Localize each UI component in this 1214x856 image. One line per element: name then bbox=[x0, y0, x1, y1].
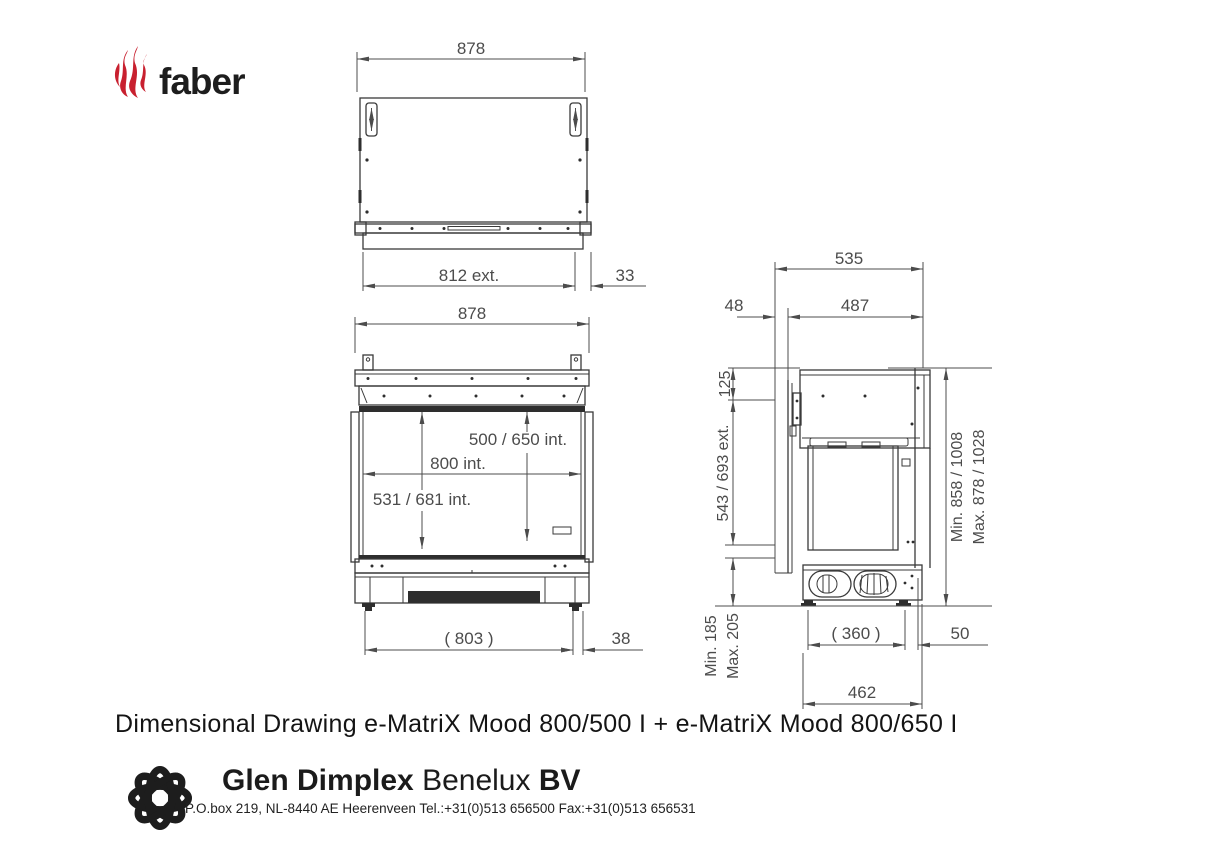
company-name-suffix: BV bbox=[538, 764, 581, 797]
top-view-dimensions bbox=[357, 39, 646, 291]
dim-side-rear-offset: 50 bbox=[950, 624, 970, 643]
dim-front-base-width: ( 803 ) bbox=[444, 629, 494, 648]
dim-top-right-offset: 33 bbox=[615, 266, 635, 285]
dim-side-ext-height: 543 / 693 ext. bbox=[715, 424, 732, 522]
dim-front-right-offset: 38 bbox=[611, 629, 631, 648]
glen-dimplex-knot-icon bbox=[116, 754, 204, 842]
dim-side-top-recess: 125 bbox=[717, 370, 734, 398]
dim-front-glass-height: 500 / 650 int. bbox=[468, 430, 568, 449]
side-view-dimensions bbox=[703, 249, 992, 709]
top-view-body bbox=[355, 98, 591, 249]
front-view-body bbox=[351, 355, 593, 611]
company-name-bold: Glen Dimplex bbox=[222, 764, 414, 797]
dim-top-ext-width: 812 ext. bbox=[438, 266, 500, 285]
dim-side-plinth-min: Min. 185 bbox=[703, 615, 720, 677]
dim-side-base-depth: 462 bbox=[847, 683, 877, 702]
faber-logo bbox=[112, 40, 245, 102]
side-view-drawing bbox=[690, 238, 1020, 723]
company-name bbox=[222, 764, 581, 798]
front-view-drawing bbox=[338, 293, 668, 678]
company-address: P.O.box 219, NL-8440 AE Heerenveen Tel.:+31(0)513 656500 Fax:+31(0)513 656531 bbox=[185, 801, 696, 816]
dim-front-inner-height: 531 / 681 int. bbox=[372, 490, 472, 509]
dim-side-front-offset: 48 bbox=[724, 296, 744, 315]
dim-top-total-width: 878 bbox=[456, 39, 486, 58]
dim-side-min-height: Min. 858 / 1008 bbox=[949, 431, 966, 543]
dim-side-max-height: Max. 878 / 1028 bbox=[971, 429, 988, 545]
dim-front-total-width: 878 bbox=[457, 304, 487, 323]
company-name-regular: Benelux bbox=[422, 764, 531, 797]
faber-logo-text: faber bbox=[159, 60, 245, 102]
dim-side-feet-span: ( 360 ) bbox=[831, 624, 881, 643]
top-view-drawing bbox=[340, 28, 670, 308]
dim-side-plinth-max: Max. 205 bbox=[725, 613, 742, 679]
faber-flame-icon bbox=[112, 40, 156, 98]
dim-side-inner-depth: 487 bbox=[840, 296, 870, 315]
dim-front-inner-width: 800 int. bbox=[430, 454, 486, 473]
dim-side-total-depth: 535 bbox=[834, 249, 864, 268]
drawing-title: Dimensional Drawing e-MatriX Mood 800/500 I + e-MatriX Mood 800/650 I bbox=[115, 710, 958, 738]
